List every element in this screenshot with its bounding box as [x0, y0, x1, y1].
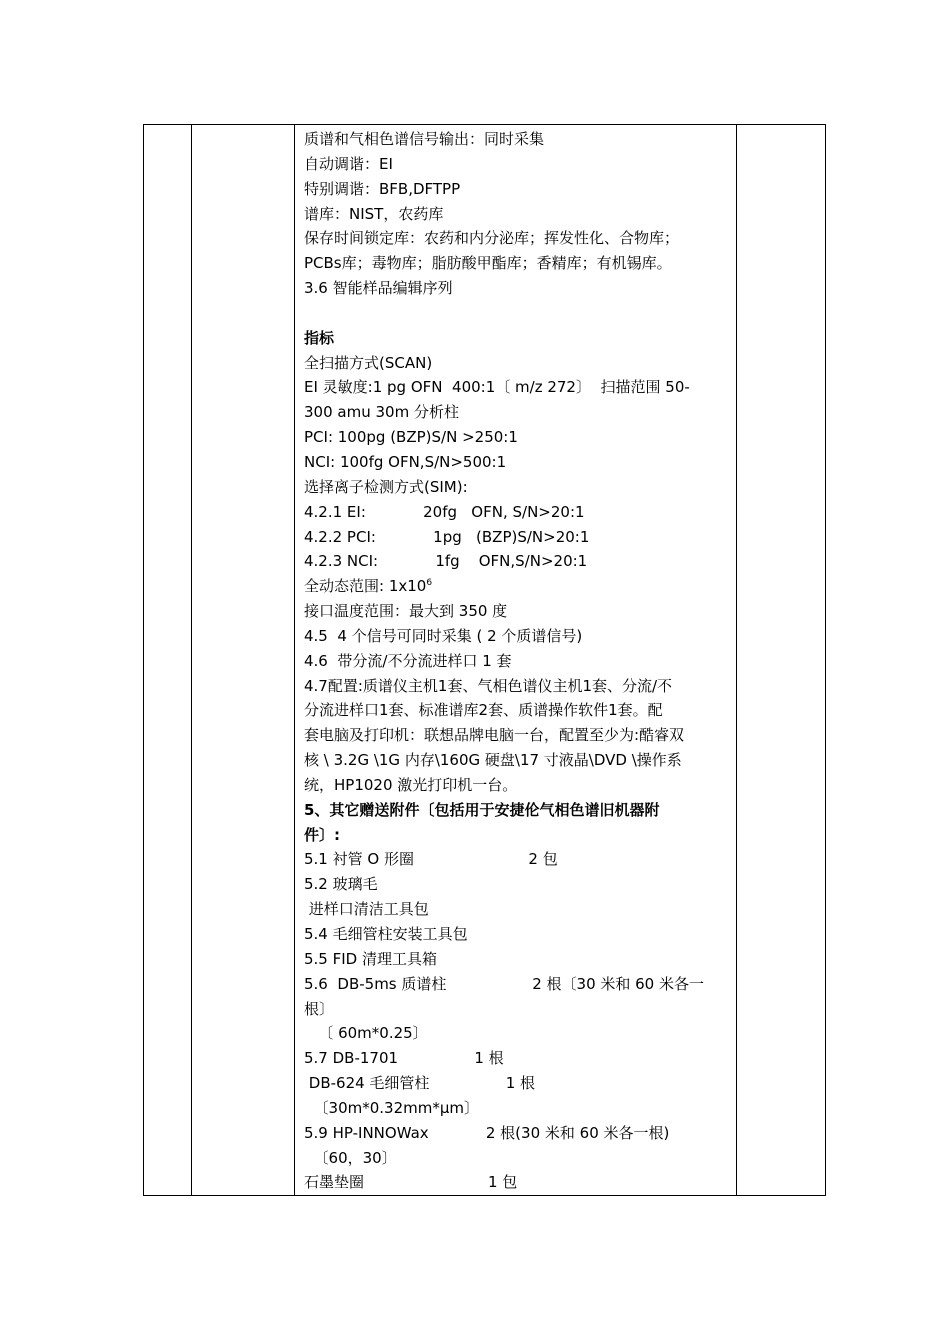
spec-line: [304, 1121, 730, 1146]
spec-line: [304, 723, 730, 748]
spec-line: [304, 450, 730, 475]
spec-line: [304, 1071, 730, 1096]
spec-line-text: 4.5 4 个信号可同时采集 ( 2 个质谱信号): [304, 626, 583, 645]
spec-line-text: 保存时间锁定库：农药和内分泌库；挥发性化、合物库；: [304, 229, 680, 248]
spec-line: [304, 922, 730, 947]
spec-line: [304, 997, 730, 1022]
spec-line: [304, 1021, 730, 1046]
spec-line-text: 〔 60m*0.25〕: [304, 1024, 428, 1043]
spec-line-text: 自动调谐：EI: [304, 154, 393, 173]
spec-line-text: 选择离子检测方式(SIM):: [304, 477, 468, 496]
spec-line-text: 4.2.3 NCI: 1fg OFN,S/N>20:1: [304, 552, 588, 571]
spec-line: [304, 500, 730, 525]
spec-line-text: 核 \ 3.2G \1G 内存\160G 硬盘\17 寸液晶\DVD \操作系: [304, 751, 682, 770]
spec-line-text: 全动态范围: 1x10: [304, 577, 427, 596]
spec-line: [304, 475, 730, 500]
spec-line-text: 指标: [304, 328, 335, 347]
spec-line-text: 5.4 毛细管柱安装工具包: [304, 925, 468, 943]
spec-line-text: 5.2 玻璃毛: [304, 875, 378, 894]
spec-line: [304, 152, 730, 177]
spec-line-text: 分流进样口1套、标准谱库2套、质谱操作软件1套。配: [304, 701, 663, 720]
superscript-exponent: 6: [426, 578, 433, 589]
spec-line-text: 5.9 HP-INNOWax 2 根(30 米和 60 米各一根): [304, 1123, 670, 1142]
spec-line-text: 4.6 带分流/不分流进样口 1 套: [304, 651, 512, 670]
spec-line-text: 进样口清洁工具包: [304, 900, 429, 919]
spec-line: [304, 400, 730, 425]
spec-line: [304, 947, 730, 972]
spec-line-text: 5.6 DB-5ms 质谱柱 2 根〔30 米和 60 米各一: [304, 974, 704, 993]
spec-line-text: 4.2.2 PCI: 1pg (BZP)S/N>20:1: [304, 527, 590, 546]
spec-line: [304, 301, 730, 326]
spec-line: [304, 674, 730, 699]
spec-line-text: 5.7 DB-1701 1 根: [304, 1049, 504, 1068]
table-cell-note: [737, 125, 826, 1196]
spec-line-text: EI 灵敏度:1 pg OFN 400:1〔 m/z 272〕 扫描范围 50-: [304, 378, 690, 397]
spec-line-text: 全扫描方式(SCAN): [304, 353, 433, 372]
spec-line: [304, 823, 730, 848]
table-cell-spec: [295, 125, 737, 1196]
spec-line: [304, 525, 730, 550]
spec-line-text: 质谱和气相色谱信号输出：同时采集: [304, 130, 545, 148]
spec-line: [304, 251, 730, 276]
spec-line: [304, 276, 730, 301]
spec-line-text: 〔30m*0.32mm*μm〕: [304, 1098, 480, 1117]
spec-line-text: 统，HP1020 激光打印机一台。: [304, 775, 518, 794]
spec-line: [304, 1046, 730, 1071]
table-cell-item: [192, 125, 295, 1196]
spec-line-text: PCI: 100pg (BZP)S/N >250:1: [304, 428, 518, 447]
spec-line-text: 套电脑及打印机：联想品牌电脑一台，配置至少为:酷睿双: [304, 726, 685, 745]
spec-line: [304, 972, 730, 997]
spec-line-text: 4.2.1 EI: 20fg OFN, S/N>20:1: [304, 502, 585, 521]
spec-line: [304, 698, 730, 723]
spec-line-text: 〔60，30〕: [304, 1148, 397, 1167]
spec-line-text: 5、其它赠送附件〔包括用于安捷伦气相色谱旧机器附: [304, 800, 660, 819]
spec-line: [304, 798, 730, 823]
spec-table: [143, 124, 826, 1196]
spec-line-text: 特别调谐：BFB,DFTPP: [304, 179, 461, 198]
spec-line: [304, 425, 730, 450]
spec-line: [304, 127, 730, 152]
spec-line: [304, 177, 730, 202]
spec-text: [295, 125, 736, 1195]
spec-line-text: 根〕: [304, 999, 335, 1018]
spec-line: [304, 599, 730, 624]
spec-line-text: 300 amu 30m 分析柱: [304, 403, 459, 422]
spec-line-text: 3.6 智能样品编辑序列: [304, 279, 453, 298]
spec-line: [304, 847, 730, 872]
spec-line: [304, 773, 730, 798]
spec-line: [304, 897, 730, 922]
spec-line-text: 接口温度范围：最大到 350 度: [304, 602, 508, 621]
spec-line: [304, 574, 730, 599]
spec-line: [304, 326, 730, 351]
spec-line: [304, 375, 730, 400]
spec-line-text: 4.7配置:质谱仪主机1套、气相色谱仪主机1套、分流/不: [304, 676, 673, 695]
spec-line: [304, 226, 730, 251]
spec-line: [304, 351, 730, 376]
spec-line: [304, 624, 730, 649]
spec-line: [304, 1146, 730, 1171]
spec-line-text: NCI: 100fg OFN,S/N>500:1: [304, 452, 507, 471]
spec-line: [304, 748, 730, 773]
spec-line-text: 件〕:: [304, 825, 340, 844]
spec-line-text: 5.5 FID 清理工具箱: [304, 949, 437, 968]
spec-line: [304, 202, 730, 227]
spec-line: [304, 549, 730, 574]
table-cell-index: [144, 125, 192, 1196]
spec-line-text: DB-624 毛细管柱 1 根: [304, 1074, 536, 1093]
spec-line: [304, 1096, 730, 1121]
spec-line-text: 石墨垫圈 1 包: [304, 1173, 518, 1192]
spec-line-text: 谱库：NIST，农药库: [304, 204, 444, 223]
spec-line-text: PCBs库；毒物库；脂肪酸甲酯库；香精库；有机锡库。: [304, 254, 672, 273]
spec-line-text: 5.1 衬管 O 形圈 2 包: [304, 850, 558, 869]
spec-line: [304, 649, 730, 674]
spec-line: [304, 1170, 730, 1195]
spec-line: [304, 872, 730, 897]
